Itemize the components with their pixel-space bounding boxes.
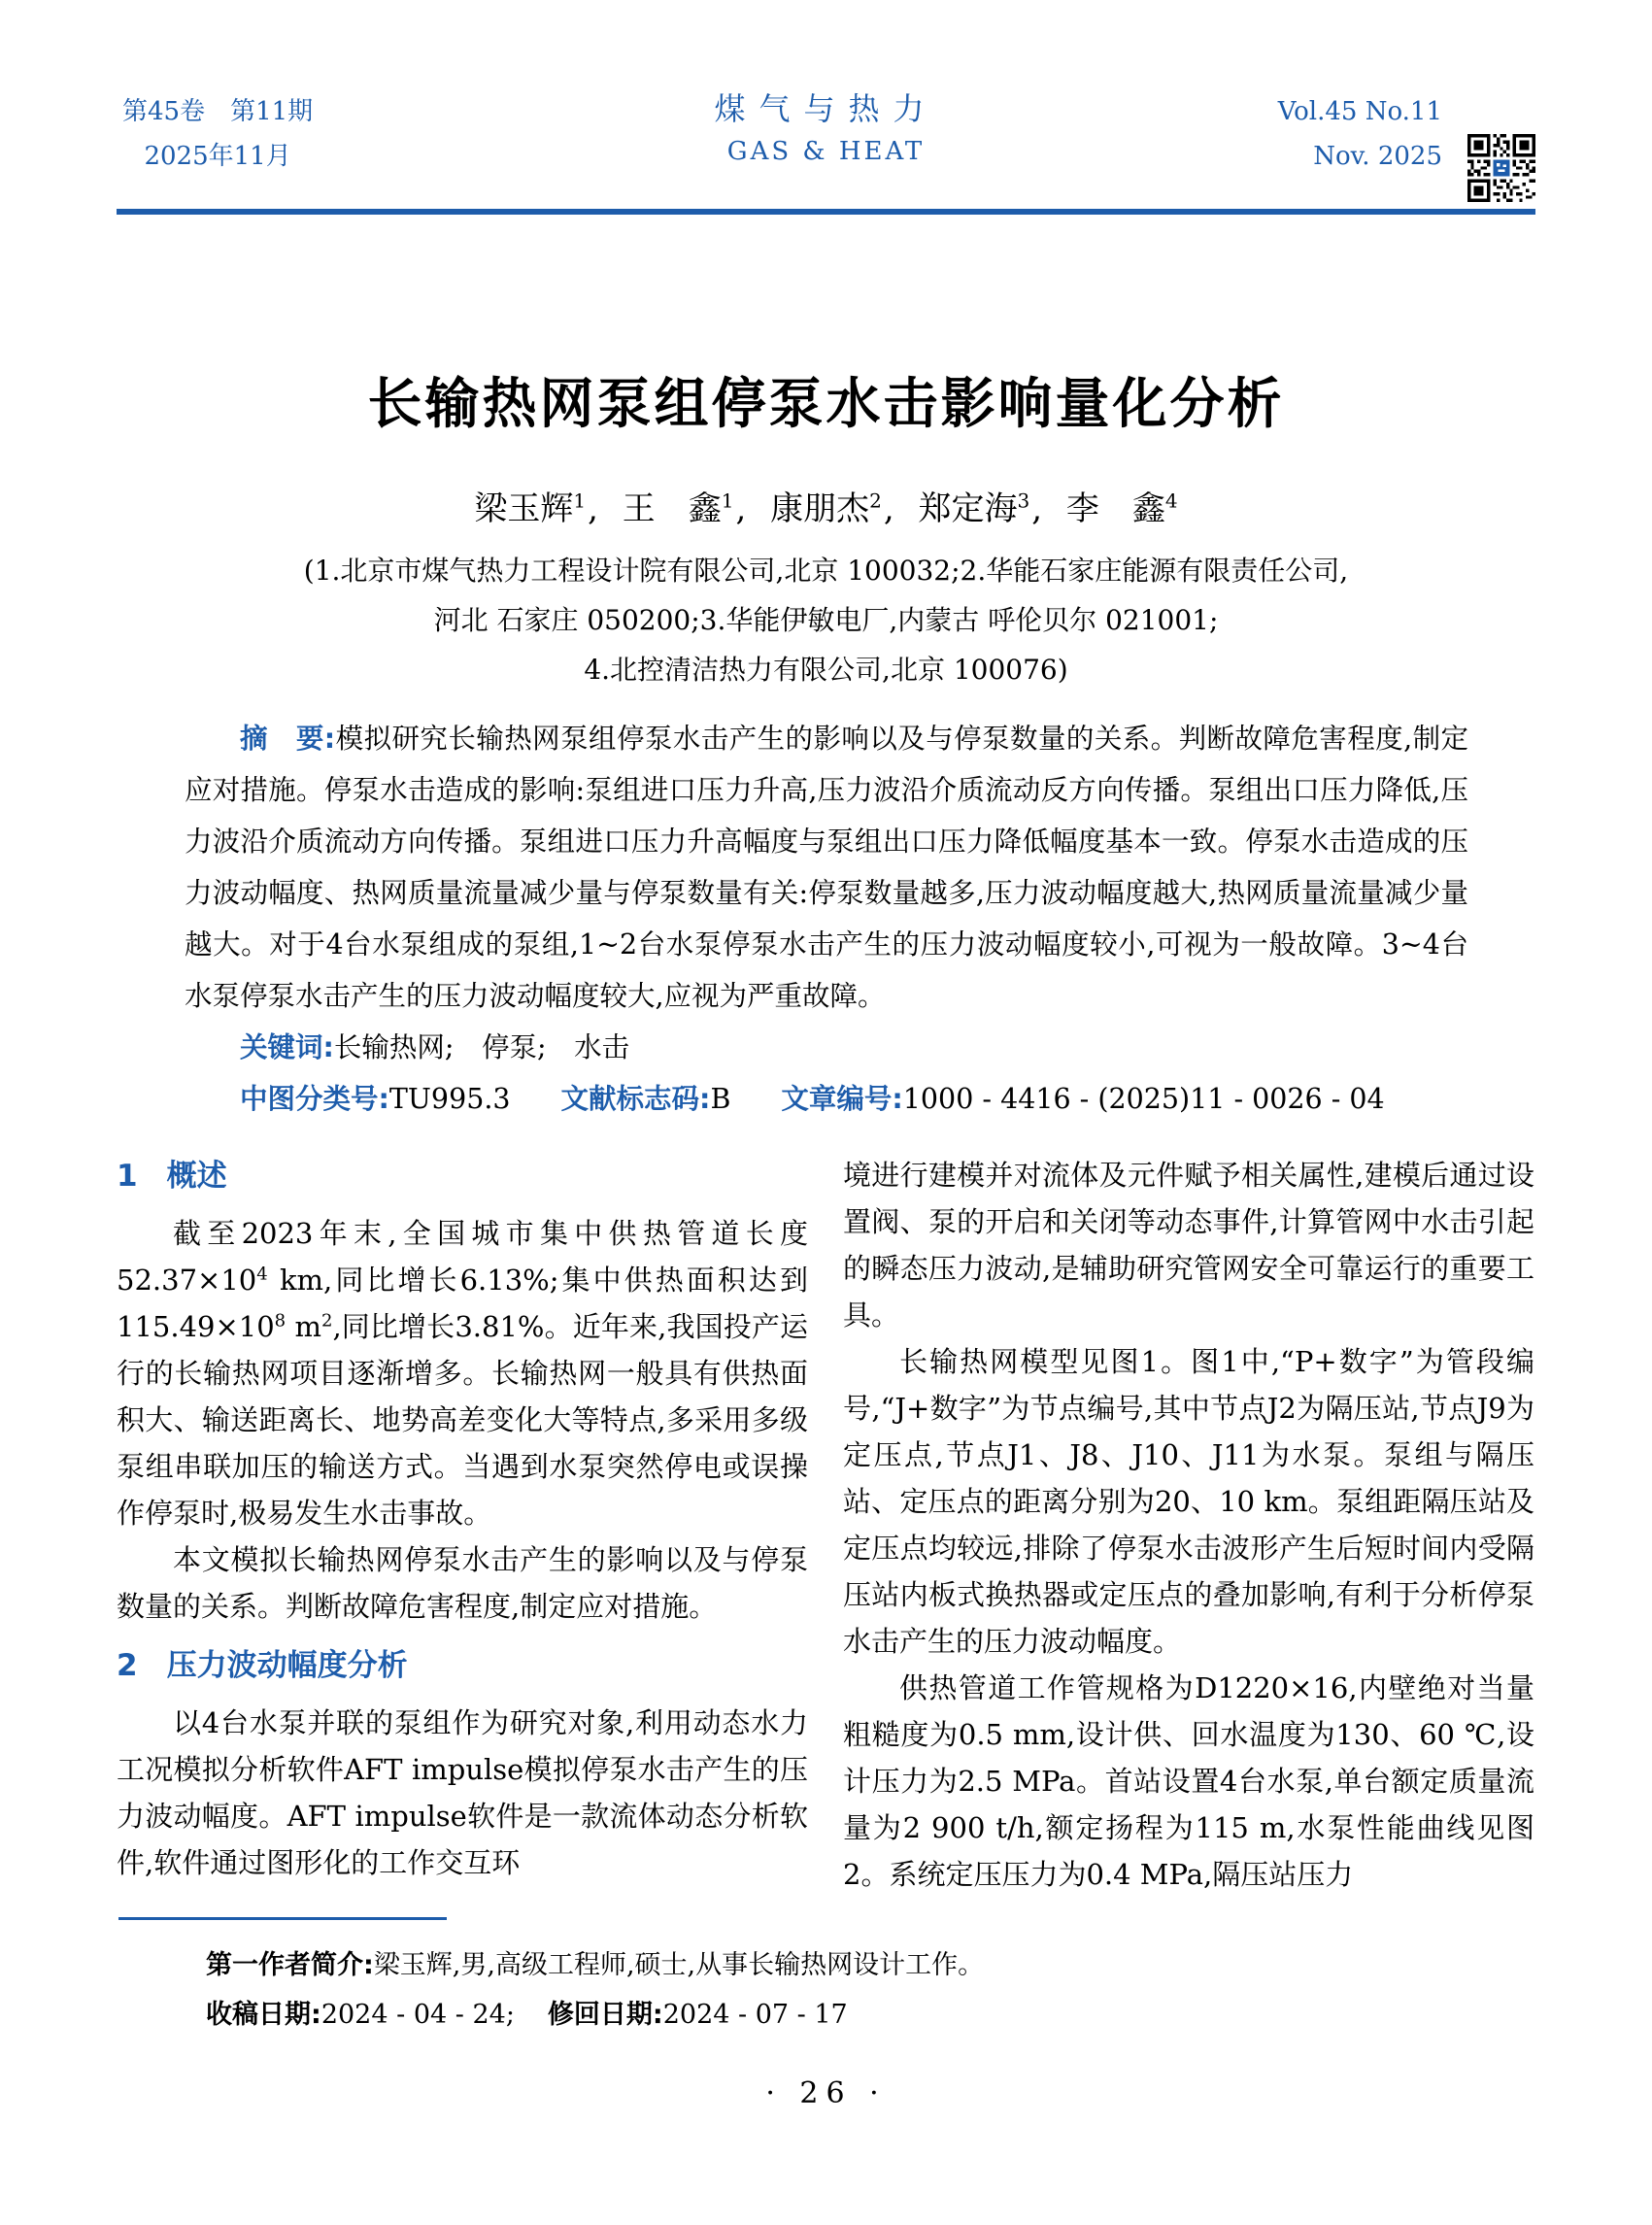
abstract-label: 摘 要:: [240, 723, 336, 755]
author-bio-text: 梁玉辉,男,高级工程师,硕士,从事长输热网设计工作。: [373, 1950, 985, 1980]
doc-code-label: 文献标志码:: [560, 1083, 711, 1115]
author: [1066, 489, 1178, 528]
keywords-label: 关键词:: [240, 1031, 334, 1063]
body-text: m: [286, 1310, 321, 1343]
body-paragraph: 本文模拟长输热网停泵水击产生的影响以及与停泵数量的关系。判断故障危害程度,制定应对措施。: [117, 1543, 808, 1623]
journal-title-en: GAS & HEAT: [726, 137, 926, 166]
affiliation-line: (1.北京市煤气热力工程设计院有限公司,北京 100032;2.华能石家庄能源有限责任公司,: [303, 555, 1349, 587]
section-title: 压力波动幅度分析: [166, 1648, 408, 1683]
superscript: 4: [256, 1264, 268, 1285]
journal-date-cn: 2025年11月: [144, 142, 291, 171]
body-paragraph: 长输热网模型见图1。图1中,“P+数字”为管段编号,“J+数字”为节点编号,其中节点J2为隔压站,节点J9为定压点,节点J1、J8、J10、J11为水泵。泵组与隔压站、定压点的距离分别为20、10 km。泵组距隔压站及定压点均较远,排除了停泵水击波形产生后短时间内受隔压站内板式换热器或定压点的叠加影响,有利于分析停泵水击产生的压力波动幅度。: [843, 1345, 1534, 1658]
abstract-paragraph: [185, 713, 1468, 1022]
body-column-left: [117, 1152, 808, 1886]
superscript: 2: [320, 1310, 333, 1332]
abstract-text: 模拟研究长输热网泵组停泵水击产生的影响以及与停泵数量的关系。判断故障危害程度,制定应对措施。停泵水击造成的影响:泵组进口压力升高,压力波沿介质流动反方向传播。泵组出口压力降低,压力波沿介质流动方向传播。泵组进口压力升高幅度与泵组出口压力降低幅度基本一致。停泵水击造成的压力波动幅度、热网质量流量减少量与停泵数量有关:停泵数量越多,压力波动幅度越大,热网质量流量减少量越大。对于4台水泵组成的泵组,1~2台水泵停泵水击产生的压力波动幅度较小,可视为一般故障。3~4台水泵停泵水击产生的压力波动幅度较大,应视为严重故障。: [185, 723, 1468, 1012]
author-name: 康朋杰: [770, 489, 870, 528]
dates-line: [206, 1990, 1535, 2040]
body-text: ,同比增长3.81%。近年来,我国投产运行的长输热网项目逐渐增多。长输热网一般具有供热面积大、输送距离长、地势高差变化大等特点,多采用多级泵组串联加压的输送方式。当遇到水泵突然停电或误操作停泵时,极易发生水击事故。: [117, 1310, 808, 1530]
qr-code-icon: [1467, 134, 1535, 202]
keywords-text: 长输热网; 停泵; 水击: [333, 1031, 630, 1063]
author-affiliation-sup: 2: [869, 489, 882, 513]
received-date-label: 收稿日期:: [206, 2000, 321, 2030]
author-name: 李 鑫: [1065, 489, 1165, 528]
affiliation-line: 4.北控清洁热力有限公司,北京 100076): [584, 654, 1068, 686]
journal-volume-issue-cn: 第45卷 第11期: [122, 97, 314, 126]
journal-volume-issue-en: Vol.45 No.11: [1277, 97, 1442, 126]
author-separator: ,: [588, 489, 598, 528]
body-text: km,同比增长6.13%;集中供热面积达到115.49×10: [117, 1264, 808, 1343]
body-column-right: [843, 1152, 1534, 1898]
affiliation-line: 河北 石家庄 050200;3.华能伊敏电厂,内蒙古 呼伦贝尔 021001;: [433, 604, 1219, 636]
article-id-label: 文章编号:: [781, 1083, 903, 1115]
authors-line: [0, 482, 1652, 529]
body-paragraph: 供热管道工作管规格为D1220×16,内壁绝对当量粗糙度为0.5 mm,设计供、回水温度为130、60 ℃,设计压力为2.5 MPa。首站设置4台水泵,单台额定质量流量为2 900 t/h,额定扬程为115 m,水泵性能曲线见图2。系统定压压力为0.4 MPa,隔压站压力: [843, 1671, 1534, 1891]
revised-date-value: 2024 - 07 - 17: [662, 2000, 848, 2030]
article-id-value: 1000 - 4416 - (2025)11 - 0026 - 04: [902, 1083, 1385, 1115]
author-separator: ,: [735, 489, 747, 528]
revised-date-label: 修回日期:: [547, 2000, 663, 2030]
author-separator: ,: [883, 489, 894, 528]
journal-title-cn: 煤气与热力: [714, 90, 938, 127]
author-affiliation-sup: 3: [1017, 489, 1030, 513]
header-rule: [117, 209, 1535, 215]
journal-date-en: Nov. 2025: [1313, 142, 1442, 171]
keywords-line: [185, 1022, 1468, 1073]
header-right-block: [1278, 89, 1442, 179]
section-number: 2: [117, 1648, 138, 1683]
page-header: [117, 87, 1535, 204]
section-heading-2: [117, 1641, 808, 1690]
author-name: 梁玉辉: [474, 489, 574, 528]
section-number: 1: [117, 1159, 138, 1194]
author-bio-label: 第一作者简介:: [206, 1950, 374, 1980]
author-name: 王 鑫: [622, 489, 722, 528]
body-paragraph: 以4台水泵并联的泵组作为研究对象,利用动态水力工况模拟分析软件AFT impulse模拟停泵水击产生的压力波动幅度。AFT impulse软件是一款流体动态分析软件,软件通过图形化的工作交互环: [117, 1706, 808, 1879]
received-date-value: 2024 - 04 - 24;: [320, 2000, 515, 2030]
author: [474, 489, 586, 528]
body-text: 截至2023年末,全国城市集中供热管道长度52.37×10: [117, 1217, 808, 1297]
clc-value: TU995.3: [388, 1083, 511, 1115]
author-affiliation-sup: 4: [1164, 489, 1178, 513]
footnote-rule: [118, 1917, 447, 1920]
author: [918, 489, 1029, 528]
author: [770, 489, 882, 528]
body-paragraph: 境进行建模并对流体及元件赋予相关属性,建模后通过设置阀、泵的开启和关闭等动态事件,计算管网中水击引起的瞬态压力波动,是辅助研究管网安全可靠运行的重要工具。: [843, 1159, 1534, 1332]
clc-label: 中图分类号:: [240, 1083, 389, 1115]
footnote-block: [206, 1940, 1535, 2040]
meta-line: [185, 1073, 1468, 1125]
section-heading-1: [117, 1152, 808, 1200]
author: [623, 489, 734, 528]
author-affiliation-sup: 1: [721, 489, 734, 513]
section-title: 概述: [166, 1159, 227, 1194]
author-separator: ,: [1031, 489, 1043, 528]
doc-code-value: B: [710, 1083, 731, 1115]
superscript: 8: [274, 1310, 287, 1332]
abstract-block: [185, 713, 1468, 1125]
page-number: · 26 ·: [765, 2076, 887, 2110]
author-affiliation-sup: 1: [573, 489, 587, 513]
article-title: 长输热网泵组停泵水击影响量化分析: [367, 372, 1285, 436]
body-paragraph: [117, 1210, 808, 1536]
affiliations-block: [0, 546, 1652, 694]
author-bio-line: [206, 1940, 1535, 1990]
author-name: 郑定海: [918, 489, 1018, 528]
